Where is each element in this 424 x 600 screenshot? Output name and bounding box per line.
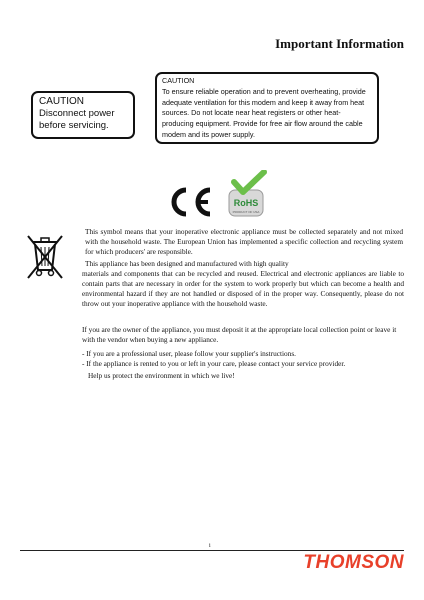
crossed-out-bin-icon — [24, 232, 66, 280]
caution-line: before servicing. — [39, 120, 109, 131]
weee-bullet: - If the appliance is rented to you or left in your care, please contact your service provider. — [82, 359, 346, 368]
caution-text: To ensure reliable operation and to prevent overheating, provide adequate ventilation for this modem and keep it away from heat sources. Do not locate near heat registers or other heat-producing equipment. Provide for free air flow around the cable modem and its power supply. — [162, 86, 366, 139]
caution-line: Disconnect power — [39, 108, 115, 119]
caution-ventilation-label — [155, 72, 379, 144]
weee-bullet: - If you are a professional user, please follow your supplier's instructions. — [82, 349, 296, 358]
weee-paragraph: This appliance has been designed and manufactured with high quality — [85, 259, 289, 268]
weee-paragraph: This symbol means that your inoperative electronic appliance must be collected separately and not mixed with the household waste. The European Union has implemented a specific collection and recycling system for which producers' are responsible. — [85, 227, 403, 256]
page-title: Important Information — [275, 36, 404, 51]
footer-divider — [20, 550, 404, 551]
rohs-mark-icon — [226, 170, 268, 220]
rohs-subtext: PRODUCT OF USA — [232, 210, 260, 214]
rohs-text: RoHS — [233, 198, 259, 208]
certification-marks — [166, 170, 276, 230]
ce-mark-icon — [166, 186, 216, 218]
weee-paragraph: materials and components that can be recycled and reused. Electrical and electronic appliances are liable to contain parts that are necessary in order for the system to work properly but which can become a health and environmental hazard if they are not handled or disposed of in the proper way. Consequently, please do not throw out your inoperative appliance with the household waste. — [82, 269, 404, 308]
thomson-logo: THOMSON — [303, 552, 404, 573]
page-number: i — [209, 543, 211, 549]
weee-closing: Help us protect the environment in which we live! — [88, 371, 235, 380]
caution-heading: CAUTION — [39, 96, 84, 107]
caution-heading: CAUTION — [162, 76, 195, 85]
caution-disconnect-label — [31, 91, 135, 139]
weee-paragraph: If you are the owner of the appliance, you must deposit it at the appropriate local collection point or leave it with the vendor when buying a new appliance. — [82, 325, 397, 344]
